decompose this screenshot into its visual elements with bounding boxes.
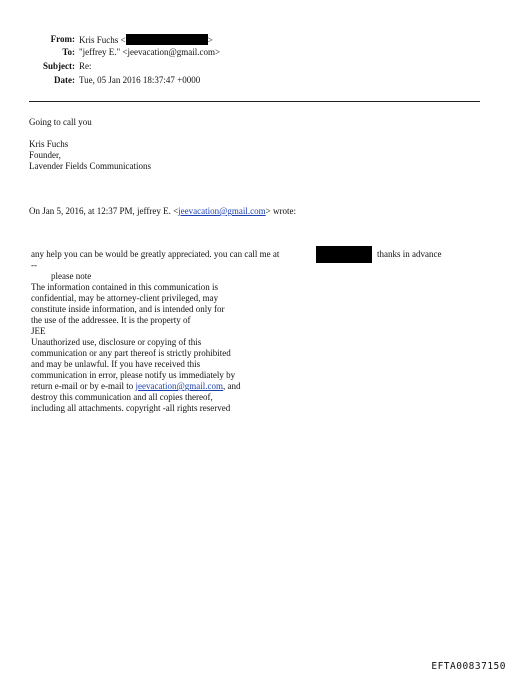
from-label: From:: [50, 34, 75, 44]
disclaimer-line: confidential, may be attorney-client privileged, may: [31, 293, 219, 303]
greeting-text: Going to call you: [29, 117, 92, 127]
from-after: >: [207, 35, 213, 45]
request-text: any help you can be would be greatly appreciated. you can call me at: [31, 249, 280, 259]
disclaimer-email-link[interactable]: jeevacation@gmail.com: [135, 381, 223, 391]
from-name: Kris Fuchs <: [79, 35, 126, 45]
return-before: return e-mail or by e-mail to: [31, 381, 136, 391]
quote-intro-after: > wrote:: [265, 206, 296, 216]
subject-label: Subject:: [43, 61, 75, 71]
return-after: , and: [222, 381, 241, 391]
disclaimer-line: The information contained in this communication is: [31, 282, 218, 292]
from-row: [0, 34, 512, 46]
disclaimer-line: the use of the addressee. It is the property of: [31, 315, 191, 325]
quote-intro: [29, 206, 296, 217]
disclaimer-line: destroy this communication and all copies thereof,: [31, 392, 213, 402]
please-note-text: please note: [51, 271, 92, 281]
to-row: [0, 47, 512, 59]
disclaimer-line: communication in error, please notify us immediately by: [31, 370, 236, 380]
to-value: "jeffrey E." <jeevacation@gmail.com>: [79, 47, 221, 57]
redacted-phone: [316, 246, 372, 263]
quote-intro-before: On Jan 5, 2016, at 12:37 PM, jeffrey E. <: [29, 206, 179, 216]
from-value: [79, 34, 213, 46]
date-label: Date:: [54, 75, 75, 85]
signature-company: Lavender Fields Communications: [29, 161, 151, 171]
disclaimer-line: and may be unlawful. If you have received this: [31, 359, 201, 369]
date-value: Tue, 05 Jan 2016 18:37:47 +0000: [79, 75, 201, 85]
subject-value: Re:: [79, 61, 92, 71]
disclaimer-line: Unauthorized use, disclosure or copying of this: [31, 337, 202, 347]
disclaimer-line: communication or any part thereof is strictly prohibited: [31, 348, 231, 358]
subject-row: [0, 61, 512, 73]
header-divider: [29, 101, 480, 102]
date-row: [0, 75, 512, 87]
disclaimer-return-line: [31, 381, 240, 392]
redacted-email: [126, 34, 208, 45]
quote-dashes: --: [31, 260, 37, 270]
disclaimer-line: constitute inside information, and is intended only for: [31, 304, 225, 314]
signature-title: Founder,: [29, 150, 61, 160]
to-label: To:: [62, 47, 75, 57]
signature-name: Kris Fuchs: [29, 139, 69, 149]
sender-email-link[interactable]: jeevacation@gmail.com: [178, 206, 266, 216]
disclaimer-line: including all attachments. copyright -all rights reserved: [31, 403, 231, 413]
request-thanks: thanks in advance: [377, 249, 442, 259]
disclaimer-line: JEE: [31, 326, 46, 336]
document-id: EFTA00837150: [431, 661, 506, 672]
